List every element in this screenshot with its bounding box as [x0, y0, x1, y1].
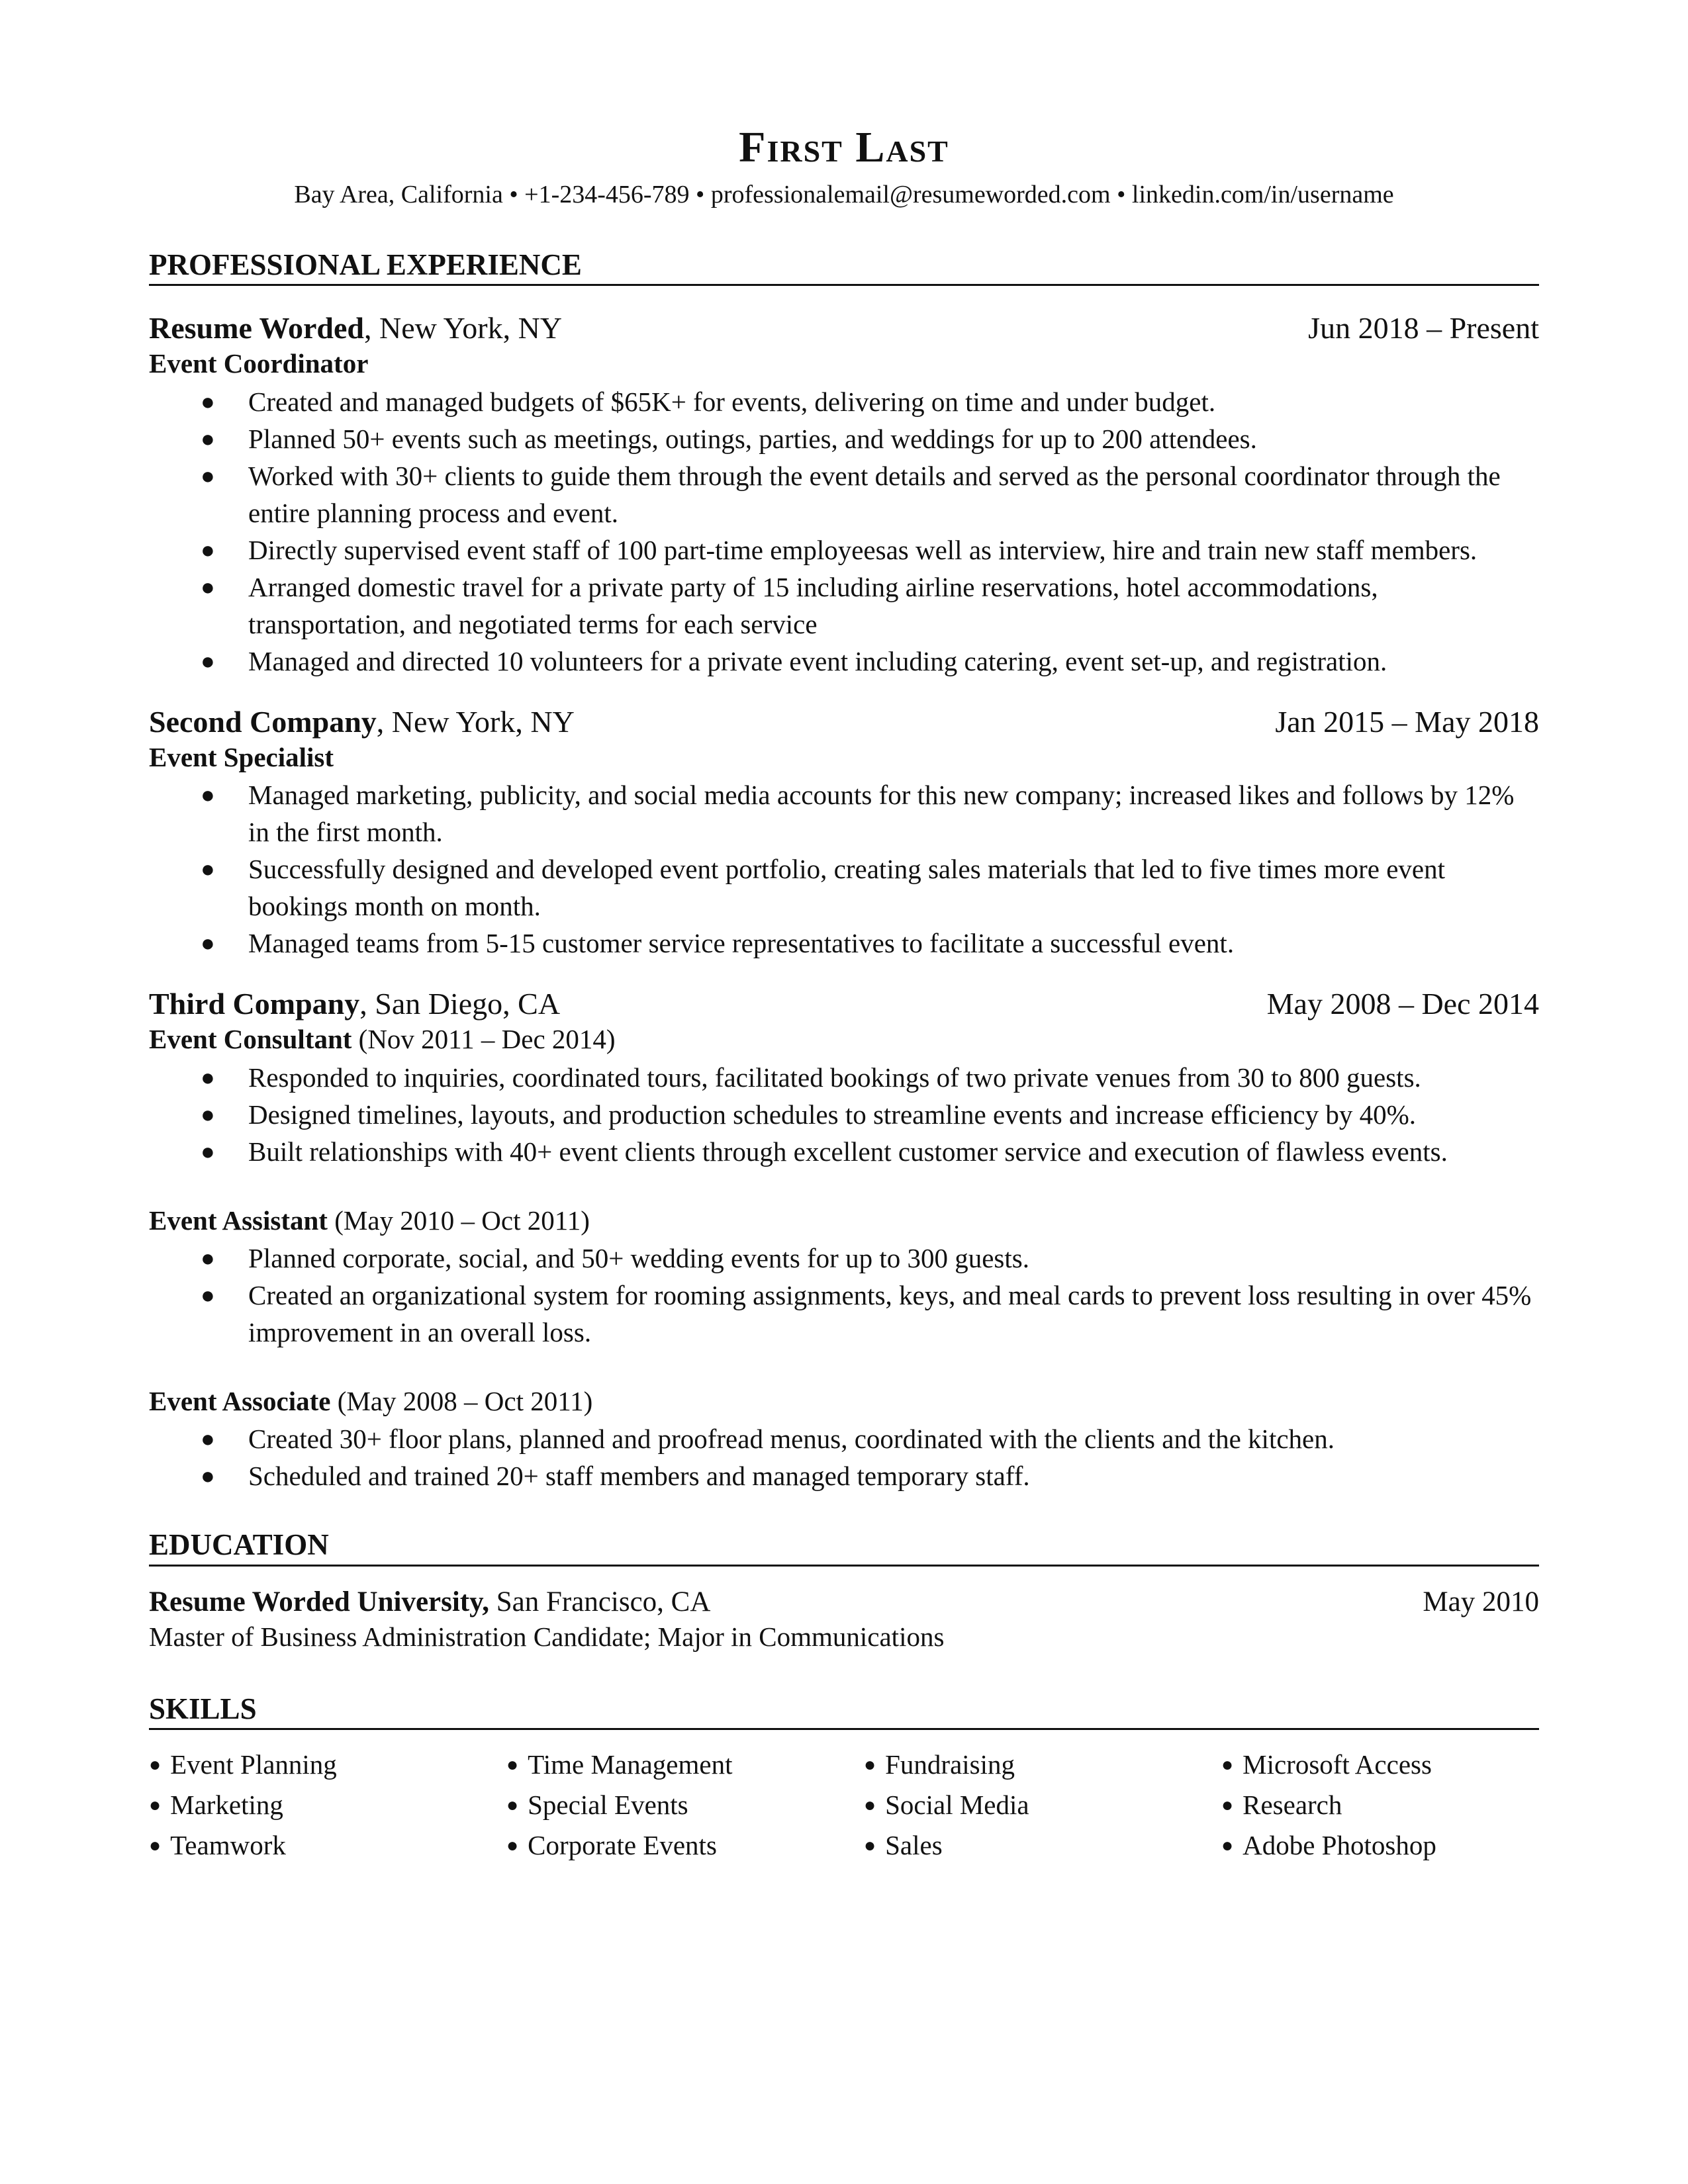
bullet-dot-icon: ●: [201, 1463, 215, 1490]
bullet-dot-icon: ●: [1221, 1794, 1234, 1817]
bullet-dot-icon: ●: [201, 1426, 215, 1453]
role-title-line: [149, 346, 1539, 381]
role-title: Event Specialist: [149, 741, 334, 772]
bullet-list: [149, 1420, 1539, 1494]
company-line: [149, 704, 1539, 740]
role-title: Event Coordinator: [149, 348, 369, 379]
bullet-dot-icon: ●: [149, 1754, 162, 1776]
role-period: (Nov 2011 – Dec 2014): [352, 1024, 616, 1055]
bullet-text: Created an organizational system for rooming assignments, keys, and meal cards to prevent loss resulting in over 45% improvement in an overall loss.: [248, 1280, 1532, 1348]
bullet-text: Managed marketing, publicity, and social media accounts for this new company; increased likes and follows by 12% in the first month.: [248, 780, 1515, 848]
skill-item: [506, 1786, 864, 1827]
skill-label: Marketing: [170, 1790, 283, 1821]
education-section: [149, 1529, 1539, 1655]
skill-label: Social Media: [885, 1790, 1029, 1821]
skill-label: Sales: [885, 1830, 943, 1861]
skill-label: Special Events: [528, 1790, 688, 1821]
bullet-item: [149, 531, 1539, 569]
job-entry: [149, 704, 1539, 962]
bullet-item: [149, 457, 1539, 531]
role-period: (May 2010 – Oct 2011): [327, 1205, 590, 1236]
bullet-dot-icon: ●: [149, 1794, 162, 1817]
skill-item: [1221, 1746, 1539, 1786]
company-location: , New York, NY: [364, 311, 563, 345]
skill-label: Time Management: [528, 1749, 733, 1780]
bullet-item: [149, 1096, 1539, 1133]
bullet-list: [149, 776, 1539, 962]
bullet-text: Planned corporate, social, and 50+ wedding events for up to 300 guests.: [248, 1243, 1029, 1274]
skill-label: Corporate Events: [528, 1830, 717, 1861]
experience-heading: PROFESSIONAL EXPERIENCE: [149, 249, 1539, 287]
skill-item: [506, 1746, 864, 1786]
role-title: Event Consultant: [149, 1024, 352, 1055]
bullet-text: Designed timelines, layouts, and production schedules to streamline events and increase efficiency by 40%.: [248, 1099, 1417, 1130]
bullet-item: [149, 420, 1539, 457]
contact-line: Bay Area, California • +1-234-456-789 • professionalemail@resumeworded.com • linkedin.com/in/username: [294, 181, 1394, 208]
bullet-text: Successfully designed and developed event portfolio, creating sales materials that led to five times more event bookings month on month.: [248, 854, 1445, 922]
company-location: , San Diego, CA: [359, 987, 561, 1021]
job-dates: Jan 2015 – May 2018: [1275, 704, 1539, 739]
bullet-dot-icon: ●: [201, 1245, 215, 1272]
role-title-line: [149, 1022, 1539, 1057]
bullet-text: Directly supervised event staff of 100 part-time employeesas well as interview, hire and train new staff members.: [248, 534, 1477, 565]
bullet-dot-icon: ●: [201, 782, 215, 809]
bullet-text: Planned 50+ events such as meetings, outings, parties, and weddings for up to 200 attendees.: [248, 423, 1257, 454]
school-name-location: [149, 1585, 710, 1619]
bullet-dot-icon: ●: [201, 930, 215, 957]
bullet-dot-icon: ●: [201, 1282, 215, 1309]
bullet-dot-icon: ●: [506, 1754, 519, 1776]
bullet-dot-icon: ●: [201, 1101, 215, 1128]
company-location: , New York, NY: [376, 704, 575, 739]
resume-page: [149, 123, 1539, 1867]
skill-label: Fundraising: [885, 1749, 1015, 1780]
skill-label: Teamwork: [170, 1830, 286, 1861]
bullet-dot-icon: ●: [201, 462, 215, 489]
role-title: Event Assistant: [149, 1205, 328, 1236]
company-line: [149, 985, 1539, 1022]
bullet-text: Built relationships with 40+ event clients through excellent customer service and execution of flawless events.: [248, 1136, 1448, 1167]
company-name-location: [149, 704, 575, 740]
bullet-dot-icon: ●: [201, 573, 215, 600]
company-line: [149, 310, 1539, 346]
candidate-name: First Last: [739, 123, 949, 171]
skill-label: Research: [1243, 1790, 1342, 1821]
bullet-item: [149, 850, 1539, 925]
skill-label: Event Planning: [170, 1749, 337, 1780]
bullet-text: Scheduled and trained 20+ staff members and managed temporary staff.: [248, 1461, 1030, 1492]
skills-grid: [149, 1746, 1539, 1867]
role-title: Event Associate: [149, 1386, 331, 1417]
bullet-item: [149, 925, 1539, 962]
bullet-text: Worked with 30+ clients to guide them through the event details and served as the personal coordinator through the entire planning process and event.: [248, 460, 1501, 528]
skill-label: Microsoft Access: [1243, 1749, 1432, 1780]
bullet-text: Responded to inquiries, coordinated tours, facilitated bookings of two private venues from 30 to 800 guests.: [248, 1062, 1421, 1093]
role-title-line: [149, 1384, 1539, 1419]
bullet-item: [149, 1133, 1539, 1170]
bullet-dot-icon: ●: [864, 1835, 876, 1857]
bullet-list: [149, 383, 1539, 680]
school-name: Resume Worded University,: [149, 1586, 490, 1617]
education-date: May 2010: [1423, 1586, 1539, 1617]
bullet-text: Managed teams from 5-15 customer service representatives to facilitate a successful event.: [248, 928, 1235, 959]
job-dates: Jun 2018 – Present: [1308, 311, 1539, 345]
education-heading: EDUCATION: [149, 1529, 1539, 1567]
skill-item: [1221, 1827, 1539, 1867]
bullet-dot-icon: ●: [506, 1794, 519, 1817]
bullet-dot-icon: ●: [201, 856, 215, 883]
job-entry: [149, 310, 1539, 679]
bullet-dot-icon: ●: [1221, 1754, 1234, 1776]
role-period: (May 2008 – Oct 2011): [330, 1386, 593, 1417]
bullet-text: Created 30+ floor plans, planned and proofread menus, coordinated with the clients and the kitchen.: [248, 1424, 1335, 1455]
skill-item: [506, 1827, 864, 1867]
bullet-list: [149, 1240, 1539, 1351]
school-location: San Francisco, CA: [489, 1586, 711, 1617]
bullet-text: Managed and directed 10 volunteers for a private event including catering, event set-up, and registration.: [248, 645, 1387, 676]
skill-item: [149, 1746, 506, 1786]
bullet-text: Created and managed budgets of $65K+ for events, delivering on time and under budget.: [248, 386, 1216, 417]
skill-item: [1221, 1786, 1539, 1827]
skill-item: [864, 1827, 1221, 1867]
bullet-dot-icon: ●: [201, 425, 215, 452]
skills-heading: SKILLS: [149, 1693, 1539, 1731]
company-name: Second Company: [149, 704, 377, 739]
skill-label: Adobe Photoshop: [1243, 1830, 1436, 1861]
bullet-item: [149, 383, 1539, 420]
bullet-dot-icon: ●: [149, 1835, 162, 1857]
bullet-list: [149, 1059, 1539, 1170]
skill-item: [864, 1786, 1221, 1827]
bullet-dot-icon: ●: [201, 1138, 215, 1165]
bullet-dot-icon: ●: [201, 536, 215, 563]
bullet-dot-icon: ●: [201, 647, 215, 674]
bullet-item: [149, 1420, 1539, 1457]
job-entry: [149, 985, 1539, 1494]
bullet-item: [149, 1277, 1539, 1351]
bullet-text: Arranged domestic travel for a private party of 15 including airline reservations, hotel accommodations, transportation, and negotiated terms for each service: [248, 571, 1378, 639]
bullet-dot-icon: ●: [864, 1754, 876, 1776]
experience-section: [149, 249, 1539, 1495]
bullet-dot-icon: ●: [864, 1794, 876, 1817]
bullet-dot-icon: ●: [201, 1064, 215, 1091]
role-title-line: [149, 1203, 1539, 1238]
company-name-location: [149, 985, 560, 1022]
skill-item: [864, 1746, 1221, 1786]
company-name: Third Company: [149, 987, 360, 1021]
skill-item: [149, 1786, 506, 1827]
bullet-dot-icon: ●: [506, 1835, 519, 1857]
education-line: [149, 1585, 1539, 1619]
job-dates: May 2008 – Dec 2014: [1266, 987, 1539, 1021]
skills-section: [149, 1693, 1539, 1868]
bullet-dot-icon: ●: [1221, 1835, 1234, 1857]
company-name-location: [149, 310, 562, 346]
bullet-item: [149, 1240, 1539, 1277]
bullet-item: [149, 1457, 1539, 1494]
bullet-dot-icon: ●: [201, 388, 215, 415]
bullet-item: [149, 776, 1539, 850]
company-name: Resume Worded: [149, 311, 364, 345]
bullet-item: [149, 1059, 1539, 1096]
role-title-line: [149, 740, 1539, 775]
degree-line: Master of Business Administration Candidate; Major in Communications: [149, 1621, 945, 1653]
skill-item: [149, 1827, 506, 1867]
bullet-item: [149, 643, 1539, 680]
bullet-item: [149, 569, 1539, 643]
